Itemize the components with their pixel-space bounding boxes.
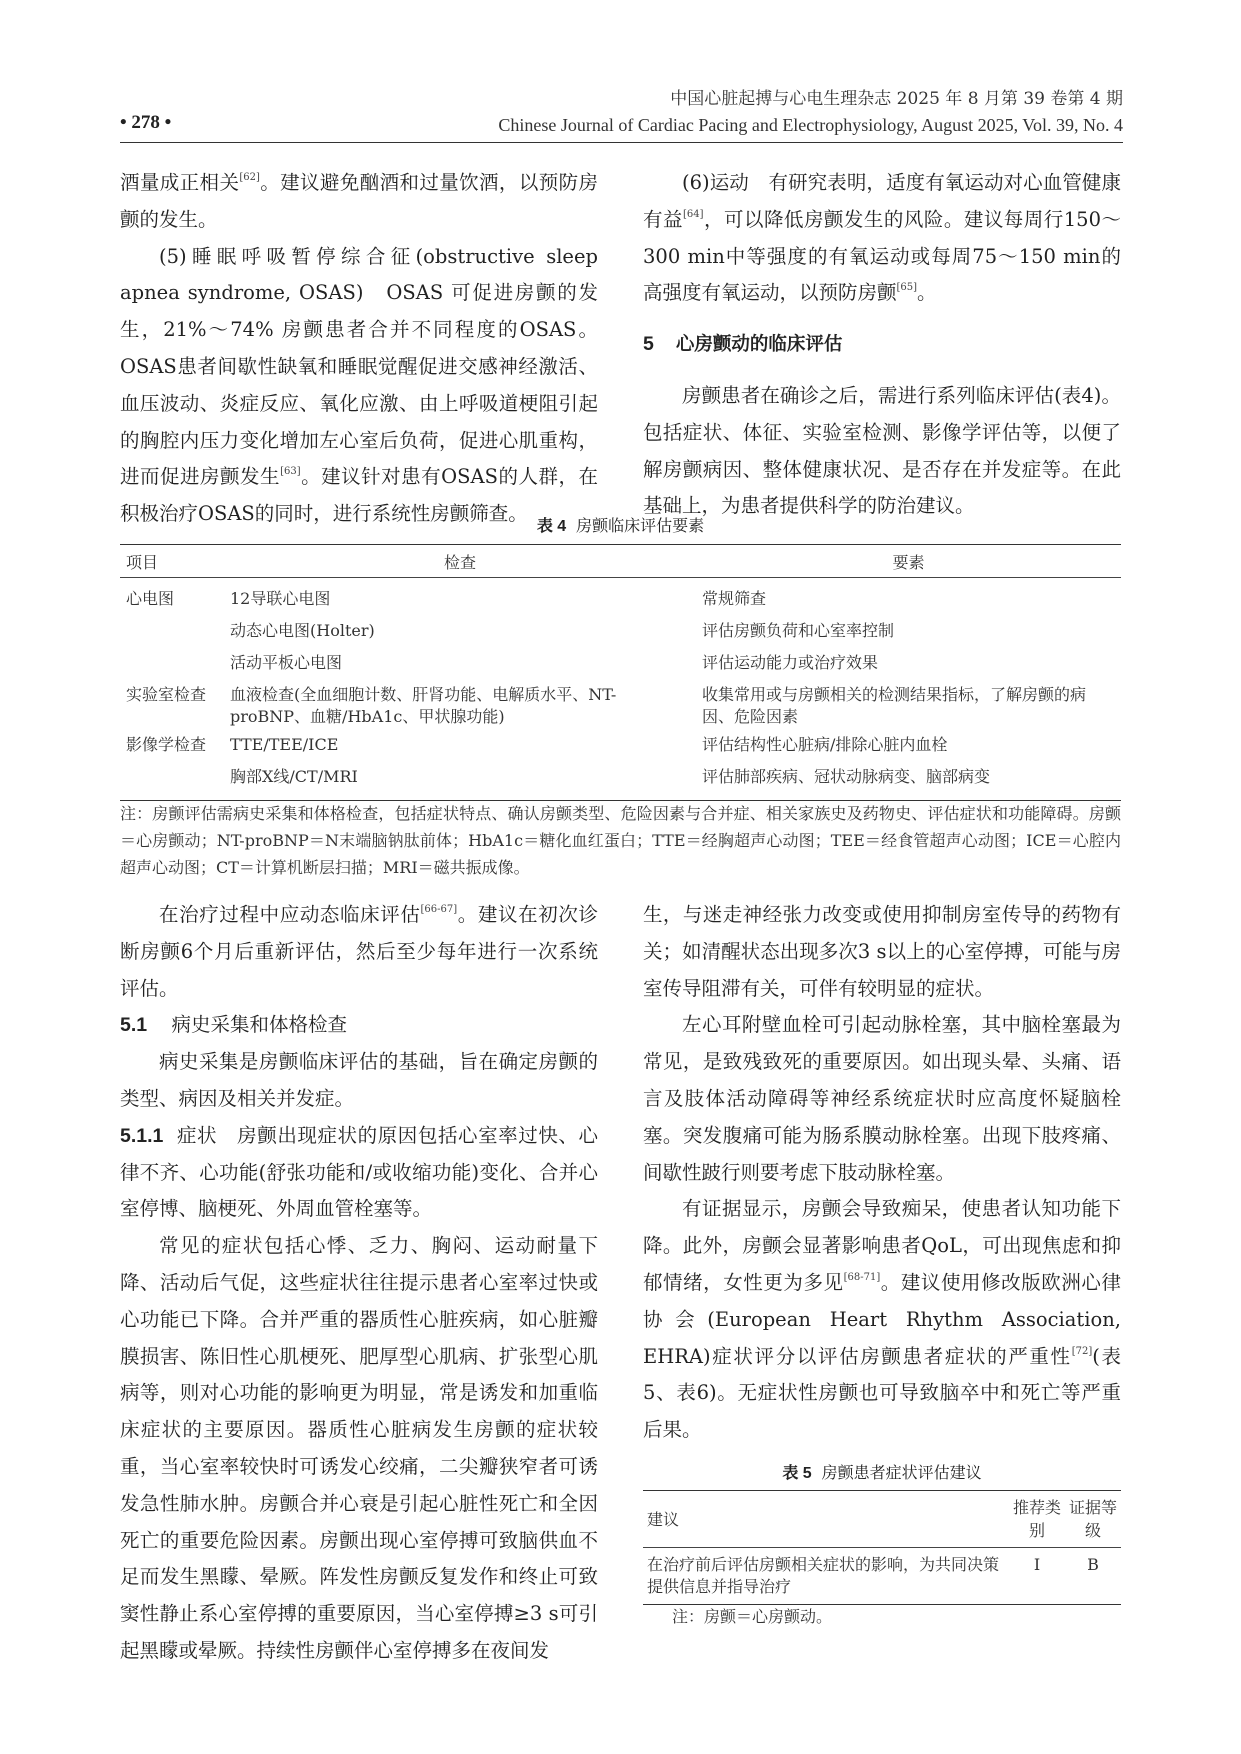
col-header-check: 检查 [224,545,696,578]
col-header-class: 推荐类别 [1009,1491,1065,1548]
journal-title-cn: 中国心脏起搏与心电生理杂志 2025 年 8 月第 39 卷第 4 期 [670,89,1123,109]
col-header-item: 项目 [120,545,224,578]
paragraph: 常见的症状包括心悸、乏力、胸闷、运动耐量下降、活动后气促，这些症状往往提示患者心室率过快或心功能已下降。合并严重的器质性心脏疾病，如心脏瓣膜损害、陈旧性心肌梗死、肥厚型心肌病、扩张型心肌病等，则对心功能的影响更为明显，常是诱发和加重临床症状的主要原因。器质性心脏病发生房颤的症状较重，当心室率较快时可诱发心绞痛，二尖瓣狭窄者可诱发急性肺水肿。房颤合并心衰是引起心脏性死亡和全因死亡的重要危险因素。房颤出现心室停搏可致脑供血不足而发生黑矇、晕厥。阵发性房颤反复发作和终止可致窦性静止系心室停搏的重要原因，当心室停搏≥3 s可引起黑矇或晕厥。持续性房颤伴心室停搏多在夜间发 [120,1234,598,1662]
paragraph: 病史采集是房颤临床评估的基础，旨在确定房颤的类型、病因及相关并发症。 [120,1050,598,1110]
left-column-top [120,165,598,533]
col-header-level: 证据等级 [1065,1491,1121,1548]
paragraph-symptoms: 5.1.1 症状 房颤出现症状的原因包括心室率过快、心律不齐、心功能(舒张功能和/或收缩功能)变化、合并心室停博、脑梗死、外周血管栓塞等。 [120,1123,598,1221]
table5-note: 注：房颤＝心房颤动。 [672,1607,833,1626]
left-column-bottom [120,897,598,1670]
page-number: • 278 • [120,112,172,133]
right-column-top [643,165,1121,525]
table4-note: 注：房颤评估需病史采集和体格检查，包括症状特点、确认房颤类型、危险因素与合并症、相关家族史及药物史、评估症状和功能障碍。房颤＝心房颤动；NT-proBNP＝N末端脑钠肽前体；HbA1c＝糖化血红蛋白；TTE＝经胸超声心动图；TEE＝经食管超声心动图；ICE＝心腔内超声心动图；CT＝计算机断层扫描；MRI＝磁共振成像。 [120,804,1121,877]
paragraph: 房颤患者在确诊之后，需进行系列临床评估(表4)。包括症状、体征、实验室检测、影像学评估等，以便了解房颤病因、整体健康状况、是否存在并发症等。在此基础上，为患者提供科学的防治建议。 [643,383,1121,518]
table-row: 实验室检查 血液检查(全血细胞计数、肝肾功能、电解质水平、NT-proBNP、血糖/HbA1c、甲状腺功能) 收集常用或与房颤相关的检测结果指标，了解房颤的病因、危险因素 [126,685,1087,726]
table5 [643,1490,1121,1605]
table5-caption: 表 5 房颤患者症状评估建议 [782,1463,982,1482]
table-row: 在治疗前后评估房颤相关症状的影响，为共同决策提供信息并指导治疗 Ⅰ B [647,1555,1099,1596]
table-row: 心电图 12导联心电图 常规筛查 [126,589,767,608]
right-column-bottom [643,897,1121,1449]
table-row: 活动平板心电图 评估运动能力或治疗效果 [230,653,879,672]
running-header [498,86,1123,138]
paragraph: 生，与迷走神经张力改变或使用抑制房室传导的药物有关；如清醒状态出现多次3 s以上的心室停搏，可能与房室传导阻滞有关，可伴有较明显的症状。 [643,903,1121,1000]
paragraph: 酒量成正相关[62]。建议避免酗酒和过量饮酒，以预防房颤的发生。 [120,171,598,231]
table4-caption: 表 4 房颤临床评估要素 [536,516,705,535]
header-rule [120,142,1123,143]
table-row: 影像学检查 TTE/TEE/ICE 评估结构性心脏病/排除心脏内血栓 [126,735,948,754]
table-row: 胸部X线/CT/MRI 评估肺部疾病、冠状动脉病变、脑部病变 [230,767,991,786]
paragraph-osas: (5)睡眠呼吸暂停综合征(obstructive sleep apnea syndrome, OSAS) OSAS 可促进房颤的发生，21%～74% 房颤患者合并不同程度的OSAS。OSAS患者间歇性缺氧和睡眠觉醒促进交感神经激活、血压波动、炎症反应、氧化应激、由上呼吸道梗阻引起的胸腔内压力变化增加左心室后负荷，促进心肌重构，进而促进房颤发生[63]。建议针对患有OSAS的人群，在积极治疗OSAS的同时，进行系统性房颤筛查。 [120,244,598,526]
paragraph: 有证据显示，房颤会导致痴呆，使患者认知功能下降。此外，房颤会显著影响患者QoL，可出现焦虑和抑郁情绪，女性更为多见[68-71]。建议使用修改版欧洲心律协会(European Heart Rhythm Association, EHRA)症状评分以评估房颤患者症状的严重性[72](表5、表6)。无症状性房颤也可导致脑卒中和死亡等严重后果。 [643,1197,1121,1442]
table-header-row [120,545,1121,578]
paragraph: 在治疗过程中应动态临床评估[66-67]。建议在初次诊断房颤6个月后重新评估，然后至少每年进行一次系统评估。 [120,903,598,1000]
col-header-advice: 建议 [643,1491,1009,1548]
paragraph-exercise: (6)运动 有研究表明，适度有氧运动对心血管健康有益[64]，可以降低房颤发生的风险。建议每周行150～300 min中等强度的有氧运动或每周75～150 min的高强度有氧运动，以预防房颤[65]。 [643,171,1121,305]
table-row: 动态心电图(Holter) 评估房颤负荷和心室率控制 [230,621,895,640]
paragraph: 左心耳附壁血栓可引起动脉栓塞，其中脑栓塞最为常见，是致残致死的重要原因。如出现头晕、头痛、语言及肢体活动障碍等神经系统症状时应高度怀疑脑栓塞。突发腹痛可能为肠系膜动脉栓塞。出现下肢疼痛、间歇性跛行则要考虑下肢动脉栓塞。 [643,1013,1121,1184]
table-header-row [643,1491,1121,1548]
journal-title-en: Chinese Journal of Cardiac Pacing and Electrophysiology, August 2025, Vol. 39, No. 4 [498,115,1123,135]
section-heading-5-1: 5.1 病史采集和体格检查 [120,1013,348,1037]
table4 [120,544,1121,801]
col-header-element: 要素 [696,545,1121,578]
section-heading-5: 5 心房颤动的临床评估 [643,333,843,356]
